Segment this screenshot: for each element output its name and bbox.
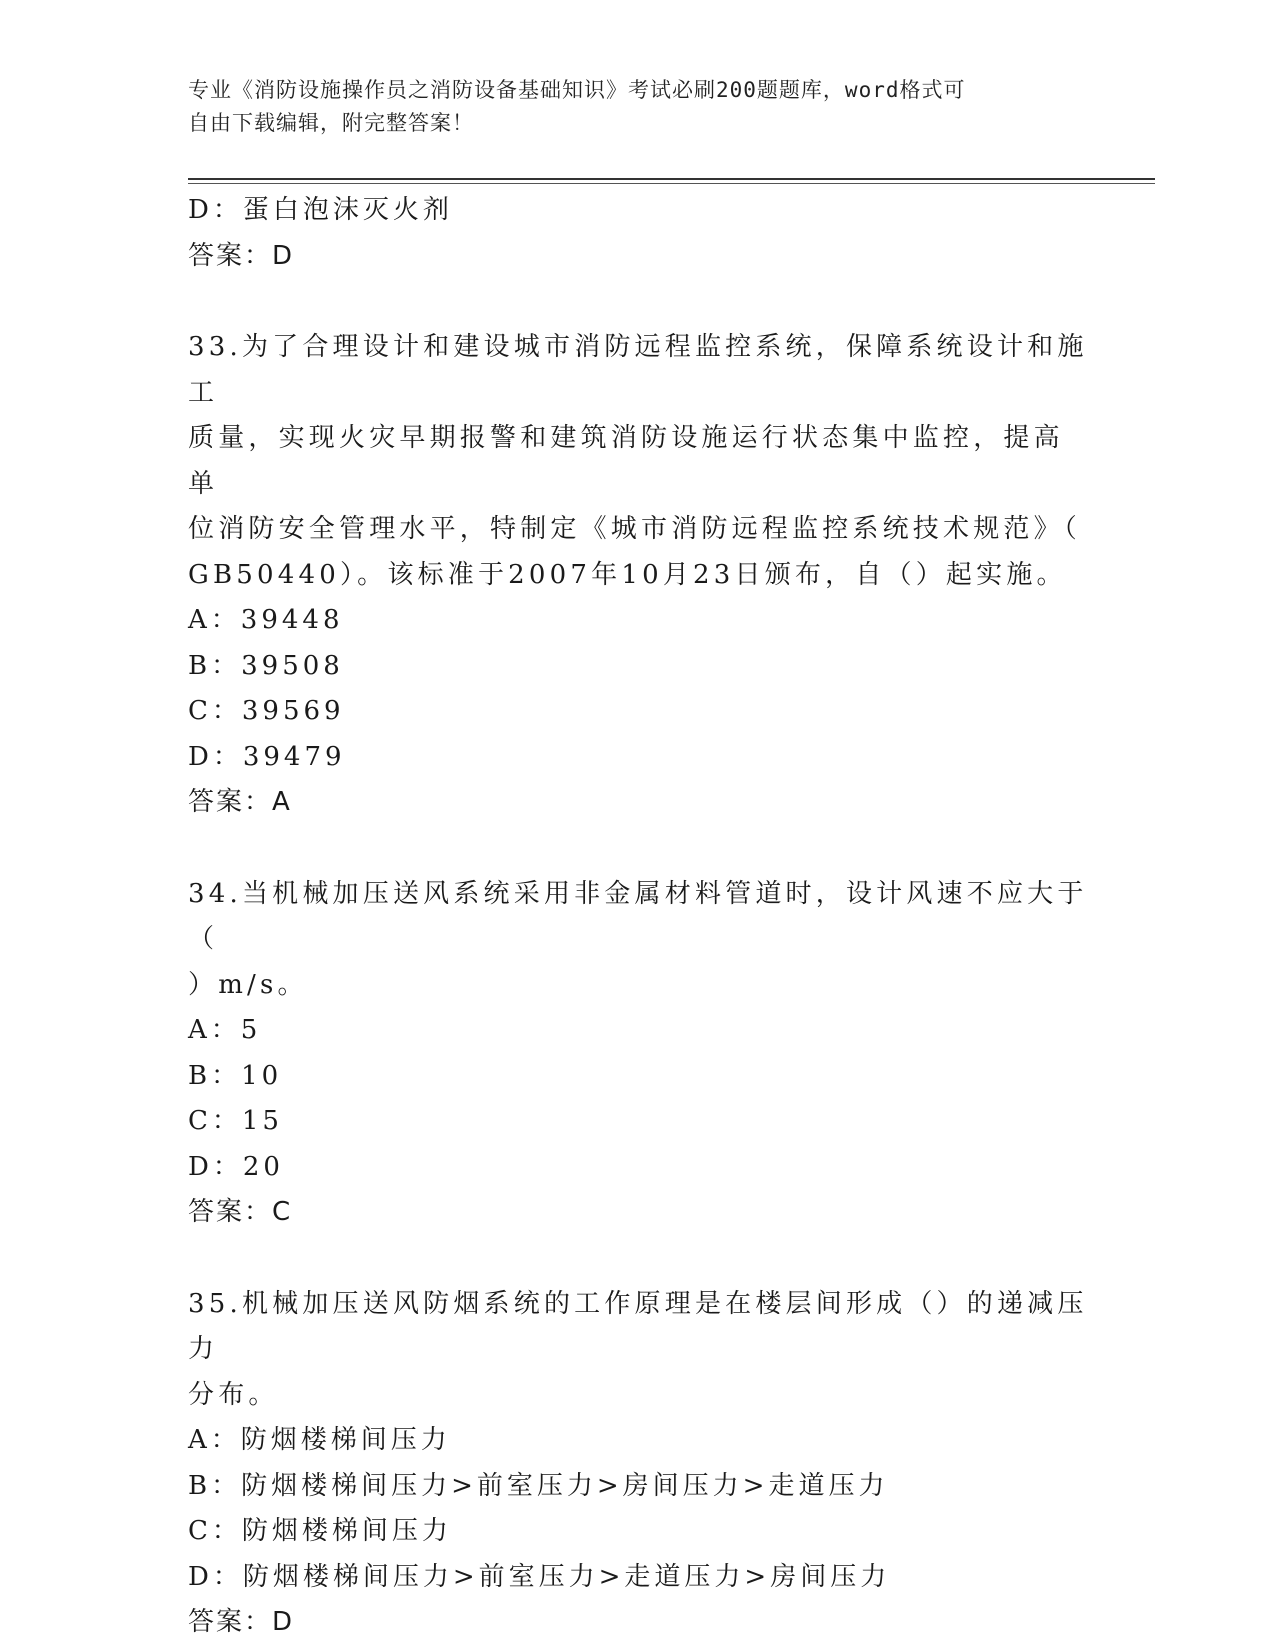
answer: 答案：D [188, 1607, 295, 1637]
answer: 答案：A [188, 787, 292, 817]
header-divider-thin [188, 183, 1155, 184]
page-header [188, 74, 1068, 140]
option-b: B：防烟楼梯间压力>前室压力>房间压力>走道压力 [188, 1470, 889, 1501]
option-a: A：5 [188, 1015, 262, 1045]
option-c: C：防烟楼梯间压力 [188, 1516, 452, 1546]
option-c: C：15 [188, 1106, 283, 1136]
spacer [188, 279, 1088, 325]
option-c: C：39569 [188, 696, 345, 726]
option-a: A：防烟楼梯间压力 [188, 1425, 451, 1455]
question-stem-line: 35.机械加压送风防烟系统的工作原理是在楼层间形成（）的递减压力 [188, 1288, 1088, 1364]
question-stem-line: 34.当机械加压送风系统采用非金属材料管道时，设计风速不应大于（ [188, 878, 1088, 954]
header-title-line-2: 自由下载编辑，附完整答案！ [188, 111, 474, 135]
header-title-line-1: 专业《消防设施操作员之消防设备基础知识》考试必刷200题题库，word格式可 [188, 78, 966, 102]
question-stem-line: GB50440）。该标准于2007年10月23日颁布，自（）起实施。 [188, 559, 1067, 590]
question-34 [188, 872, 1088, 1236]
question-stem-line: 质量，实现火灾早期报警和建筑消防设施运行状态集中监控，提高单 [188, 423, 1064, 499]
question-stem-line: ）m/s。 [188, 969, 308, 1000]
spacer [188, 1236, 1088, 1282]
prev-answer: 答案：D [188, 240, 295, 271]
question-stem-line: 分布。 [188, 1379, 279, 1410]
header-divider-thick [188, 178, 1155, 180]
document-body [188, 188, 1088, 1646]
question-35 [188, 1282, 1088, 1646]
question-stem-line: 位消防安全管理水平，特制定《城市消防远程监控系统技术规范》（ [188, 514, 1082, 544]
option-d: D：防烟楼梯间压力>前室压力>走道压力>房间压力 [188, 1561, 891, 1592]
option-d: D：20 [188, 1151, 284, 1182]
question-stem-line: 33.为了合理设计和建设城市消防远程监控系统，保障系统设计和施工 [188, 332, 1088, 408]
question-33 [188, 325, 1088, 826]
prev-option-d: D：蛋白泡沫灭火剂 [188, 195, 453, 225]
option-a: A：39448 [188, 605, 344, 635]
option-b: B：10 [188, 1060, 283, 1091]
option-b: B：39508 [188, 650, 344, 681]
spacer [188, 826, 1088, 872]
answer: 答案：C [188, 1197, 293, 1227]
option-d: D：39479 [188, 741, 346, 772]
